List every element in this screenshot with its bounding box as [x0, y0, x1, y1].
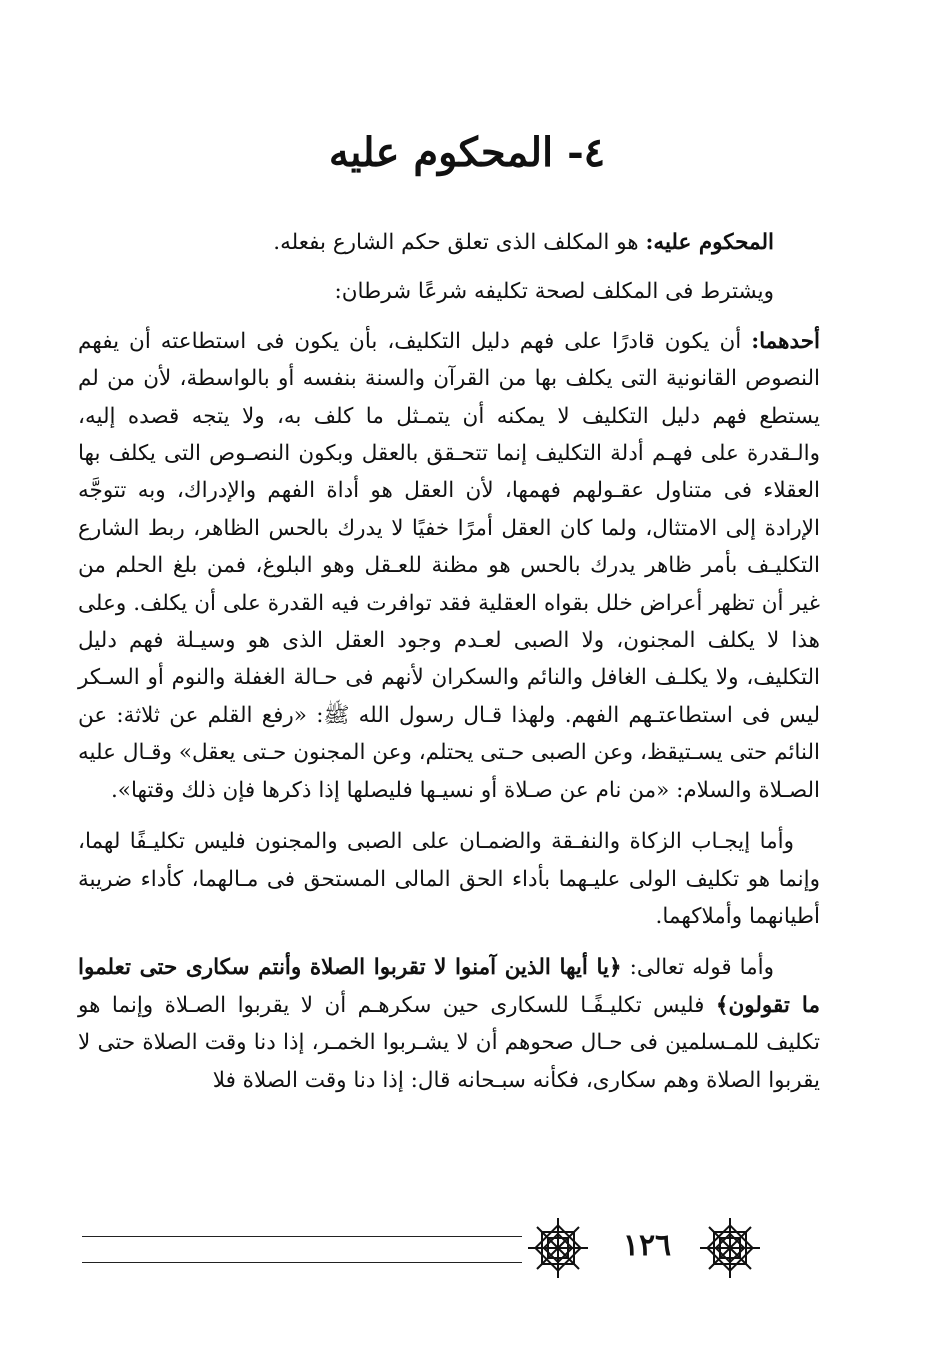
definition-text: هو المكلف الذى تعلق حكم الشارع بفعله. — [273, 230, 646, 255]
verse-paragraph — [78, 949, 820, 1099]
footer-rule-lower — [82, 1262, 522, 1263]
first-condition-text: أن يكون قادرًا على فهم دليل التكليف، بأن يكون فى استطاعته أن يفهم النصوص القانونية التى يكلف بها من القرآن والسنة بنفسه أو بالواسطة، لأن من لم يستطع فهم دليل التكليف لا يمكنه أن يتمـثل ما كلف به، ولا يتجه قصده إليه، والـقدرة على فهـم أدلة التكليف إنما تتحـقق بالعقل وبكون النصـوص التى يكلف بها العقلاء فى متناول عقـولهم فهمها، لأن العقل هو أداة الفهم والإدراك، وبه تتوجَّه الإرادة إلى الامتثال، ولما كان العقل أمرًا خفيًا لا يدرك بالحس الظاهر، ربط الشارع التكليـف بأمر ظاهر يدرك بالحس هو مظنة للعـقل وهو البلوغ، فمن بلغ الحلم من غير أن تظهر أعراض خلل بقواه العقلية فقد توافرت فيه القدرة على أن يكلف. وعلى هذا لا يكلف المجنون، ولا الصبى لعـدم وجود العقل الذى هو وسيـلة فهم دليل التكليف، ولا يكلـف الغافل والنائم والسكران لأنهم فى حـالة الغفلة والنوم أو السـكر ليس فى استطاعتـهم الفهم. ولهذا قـال رسول الله ﷺ: «رفع القلم عن ثلاثة: عن النائم حتى يسـتيقظ، وعن الصبى حـتى يحتلم، وعن المجنون حـتى يعقل» وقـال عليه الصـلاة والسلام: «من نام عن صـلاة أو نسيـها فليصلها إذا ذكرها فإن ذلك وقتها». — [78, 328, 820, 803]
quran-verse: ﴿يا أيها الذين آمنوا لا تقربوا الصلاة وأنتم سكارى حتى تعلموا ما تقولون﴾ — [78, 955, 820, 1018]
verse-intro: وأما قوله تعالى: — [621, 955, 774, 981]
first-condition-term: أحدهما: — [751, 328, 820, 354]
eight-point-star-knot-icon — [696, 1214, 764, 1282]
eight-point-star-knot-icon — [524, 1214, 592, 1282]
verse-commentary: فليس تكليـفًـا للسكارى حين سكرهـم أن لا يقربوا الصـلاة وإنما هو تكليف للمـسلمين فى حـال صحوهم أن لا يشـربوا الخمـر، إذا دنا وقت الصلاة حتى لا يقربوا الصلاة وهم سكارى، فكأنه سبـحانه قال: إذا دنا وقت الصلاة فلا — [78, 992, 820, 1093]
section-title: ٤- المحكوم عليه — [328, 129, 606, 176]
body-text-top — [78, 224, 820, 1099]
footer-rule-upper — [82, 1236, 522, 1237]
page-number: ١٢٦ — [622, 1228, 672, 1263]
definition-term: المحكوم عليه: — [645, 230, 774, 255]
zakat-paragraph: وأما إيجـاب الزكاة والنفـقة والضمـان على الصبى والمجنون فليس تكليـفًا لهما، وإنما هو تكليف الولى عليـهما بأداء الحق المالى المستحق فى مـالهما، كأداء ضريبة أطيانهما وأملاكهما. — [78, 829, 820, 929]
first-condition-paragraph — [78, 323, 820, 809]
definition-paragraph — [78, 224, 820, 261]
condition-intro: ويشترط فى المكلف لصحة تكليفه شرعًا شرطان: — [334, 279, 774, 305]
